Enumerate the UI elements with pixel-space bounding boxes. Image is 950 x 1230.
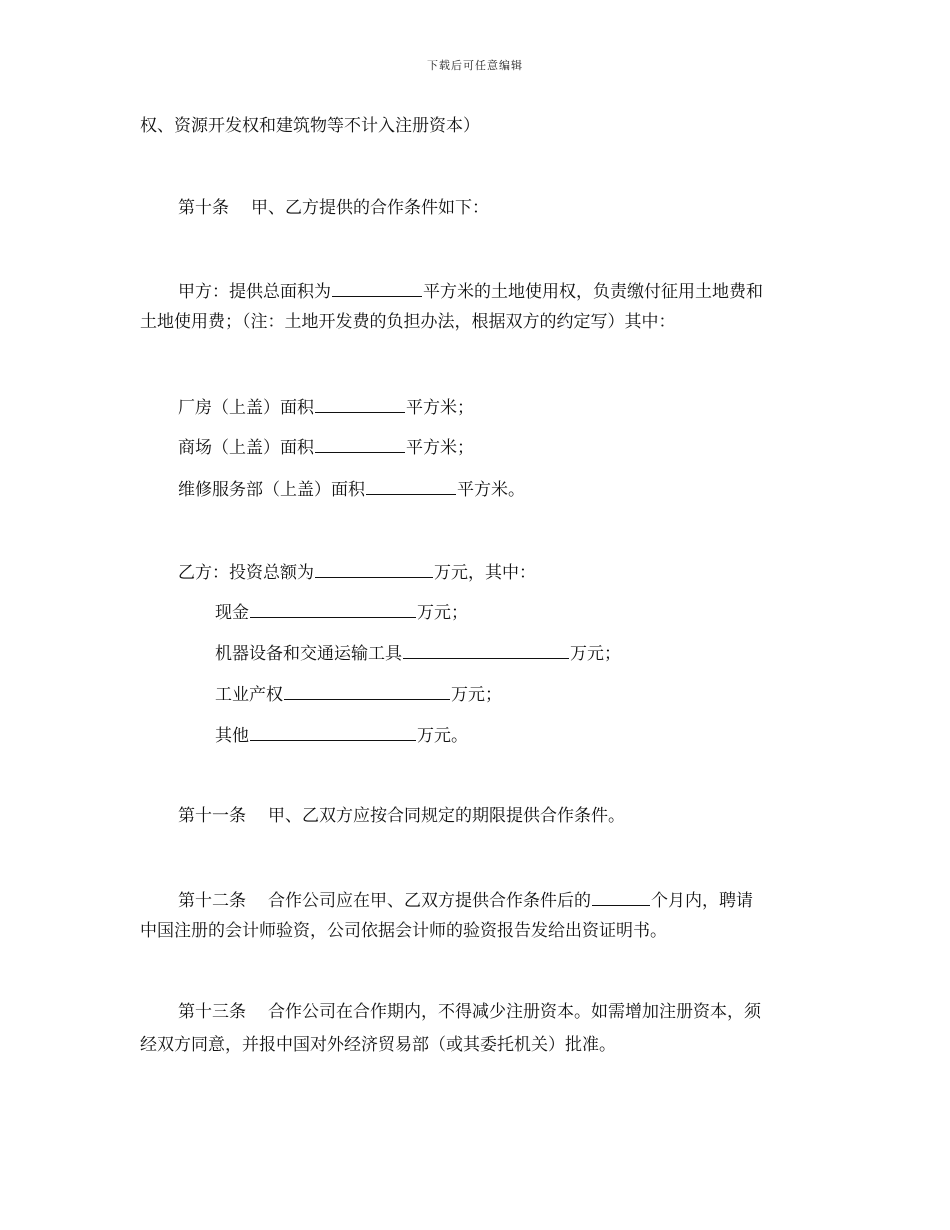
article-number: 第十一条 bbox=[178, 806, 246, 826]
invest-label: 现金 bbox=[215, 603, 249, 623]
invest-unit: 万元。 bbox=[417, 726, 468, 746]
invest-item bbox=[215, 640, 621, 666]
area-unit: 平方米。 bbox=[457, 480, 525, 500]
party-a-line-1 bbox=[178, 278, 763, 304]
article-text: 个月内，聘请 bbox=[651, 891, 753, 911]
area-label: 厂房（上盖）面积 bbox=[178, 398, 314, 418]
blank-field bbox=[284, 681, 450, 700]
party-a-text: 平方米的土地使用权，负责缴付征用土地费和 bbox=[423, 282, 763, 302]
area-unit: 平方米； bbox=[406, 398, 474, 418]
invest-item bbox=[215, 681, 502, 707]
party-a-text: 土地使用费；（注：土地开发费的负担办法，根据双方的约定写）其中： bbox=[140, 312, 676, 332]
blank-field bbox=[250, 722, 416, 741]
paragraph-continuation bbox=[140, 114, 480, 138]
blank-field bbox=[592, 887, 650, 906]
blank-field bbox=[332, 278, 422, 297]
invest-label: 其他 bbox=[215, 726, 249, 746]
article-text: 中国注册的会计师验资，公司依据会计师的验资报告发给出资证明书。 bbox=[140, 921, 667, 941]
article-number: 第十二条 bbox=[178, 891, 246, 911]
area-item bbox=[178, 394, 474, 420]
article-text: 甲、乙方提供的合作条件如下： bbox=[251, 198, 489, 218]
area-item bbox=[178, 476, 525, 502]
party-a-text: 甲方：提供总面积为 bbox=[178, 282, 331, 302]
party-b-line bbox=[178, 559, 536, 585]
page-header: 下载后可任意编辑 bbox=[427, 59, 523, 72]
invest-item bbox=[215, 722, 468, 748]
area-item bbox=[178, 434, 474, 460]
article-10 bbox=[178, 196, 489, 220]
party-b-text: 乙方：投资总额为 bbox=[178, 563, 314, 583]
blank-field bbox=[315, 394, 405, 413]
blank-field bbox=[315, 434, 405, 453]
blank-field bbox=[250, 599, 416, 618]
invest-unit: 万元； bbox=[570, 644, 621, 664]
article-12-line-2 bbox=[140, 919, 667, 943]
blank-field bbox=[315, 559, 433, 578]
article-13-line-1 bbox=[178, 1000, 761, 1024]
article-text: 合作公司应在甲、乙双方提供合作条件后的 bbox=[268, 891, 591, 911]
invest-label: 工业产权 bbox=[215, 685, 283, 705]
article-number: 第十三条 bbox=[178, 1002, 246, 1022]
invest-label: 机器设备和交通运输工具 bbox=[215, 644, 402, 664]
invest-unit: 万元； bbox=[451, 685, 502, 705]
area-label: 维修服务部（上盖）面积 bbox=[178, 480, 365, 500]
article-number: 第十条 bbox=[178, 198, 229, 218]
blank-field bbox=[366, 476, 456, 495]
article-11 bbox=[178, 804, 625, 828]
invest-unit: 万元； bbox=[417, 603, 468, 623]
invest-item bbox=[215, 599, 468, 625]
article-text: 经双方同意，并报中国对外经济贸易部（或其委托机关）批准。 bbox=[140, 1035, 616, 1055]
article-13-line-2 bbox=[140, 1033, 616, 1057]
paragraph-text: 权、资源开发权和建筑物等不计入注册资本） bbox=[140, 116, 480, 136]
blank-field bbox=[403, 640, 569, 659]
party-a-line-2 bbox=[140, 310, 676, 334]
area-label: 商场（上盖）面积 bbox=[178, 438, 314, 458]
article-12-line-1 bbox=[178, 887, 753, 913]
article-text: 合作公司在合作期内，不得减少注册资本。如需增加注册资本，须 bbox=[268, 1002, 761, 1022]
area-unit: 平方米； bbox=[406, 438, 474, 458]
party-b-text: 万元，其中： bbox=[434, 563, 536, 583]
article-text: 甲、乙双方应按合同规定的期限提供合作条件。 bbox=[268, 806, 625, 826]
